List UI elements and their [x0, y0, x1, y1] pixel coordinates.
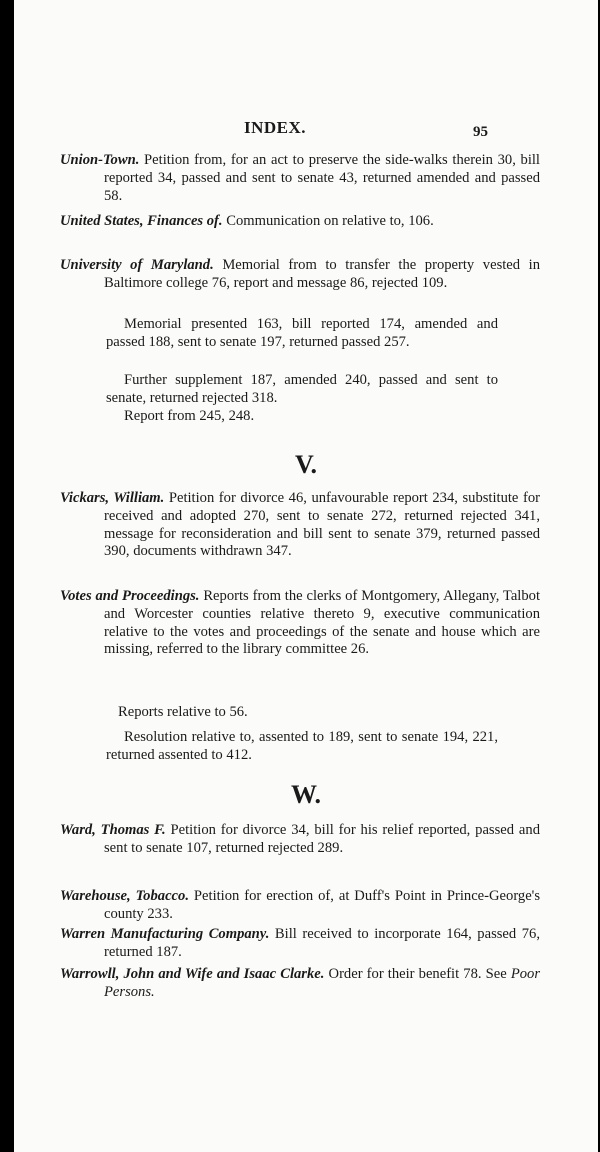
entry-text: Petition for erection of, at Duff's Point in Prince-George's county 233.: [104, 888, 540, 922]
entry-text: Petition for divorce 46, unfavourable report 234, substitute for received and adopted 270, sent to senate 272, returned rejected 341, message for reconsideration and bill sent to senate 379, returned passed 390, documents withdrawn 347.: [104, 490, 540, 560]
entry-text: Memorial from to transfer the property vested in Baltimore college 76, report and message 86, rejected 109.: [104, 257, 540, 291]
index-entry-vickars: [60, 490, 540, 561]
entry-heading: Warren Manufacturing Company.: [60, 926, 270, 942]
entry-text: Petition from, for an act to preserve the side-walks therein 30, bill reported 34, passed and sent to senate 43, returned amended and passed 58.: [104, 152, 540, 204]
entry-heading: Warehouse, Tobacco.: [60, 888, 189, 904]
page-title: INDEX.: [244, 118, 307, 137]
page-number: 95: [473, 124, 488, 140]
entry-subparagraph: Report from 245, 248.: [124, 408, 255, 424]
book-page: [14, 0, 598, 1152]
index-entry-union-town: [60, 152, 540, 205]
entry-heading: United States, Finances of.: [60, 213, 223, 229]
index-entry-warrowll: [60, 966, 540, 1002]
entry-heading: Ward, Thomas F.: [60, 822, 166, 838]
index-entry-votes: [60, 588, 540, 659]
entry-heading: Warrowll, John and Wife and Isaac Clarke.: [60, 966, 325, 982]
index-entry-warren: [60, 926, 540, 962]
entry-subparagraph: Memorial presented 163, bill reported 174, amended and passed 188, sent to senate 197, returned passed 257.: [106, 316, 498, 350]
index-entry-warehouse: [60, 888, 540, 924]
cross-reference: Poor Persons.: [104, 966, 540, 1000]
entry-subparagraph: Reports relative to 56.: [118, 704, 248, 720]
entry-heading: Votes and Proceedings.: [60, 588, 200, 604]
entry-heading: Union-Town.: [60, 152, 140, 168]
section-letter-v: V.: [295, 450, 317, 479]
entry-text: Bill received to incorporate 164, passed 76, returned 187.: [104, 926, 540, 960]
entry-heading: Vickars, William.: [60, 490, 165, 506]
index-entry-ward: [60, 822, 540, 858]
index-entry-united-states: [60, 213, 540, 231]
entry-subparagraph: Further supplement 187, amended 240, passed and sent to senate, returned rejected 318.: [106, 372, 498, 406]
entry-text: Communication on relative to, 106.: [226, 213, 434, 229]
entry-subparagraph: Resolution relative to, assented to 189, sent to senate 194, 221, returned assented to 412.: [106, 729, 498, 763]
entry-heading: University of Maryland.: [60, 257, 214, 273]
section-letter-w: W.: [290, 780, 322, 809]
page-header: [14, 118, 598, 142]
entry-text: Reports from the clerks of Montgomery, Allegany, Talbot and Worcester counties relative thereto 9, executive communication relative to the votes and proceedings of the senate and house which are missing, referred to the library committee 26.: [104, 588, 541, 658]
entry-text: Order for their benefit 78. See: [328, 966, 507, 982]
index-entry-university: [60, 257, 540, 293]
entry-text: Petition for divorce 34, bill for his relief reported, passed and sent to senate 107, returned rejected 289.: [104, 822, 540, 856]
